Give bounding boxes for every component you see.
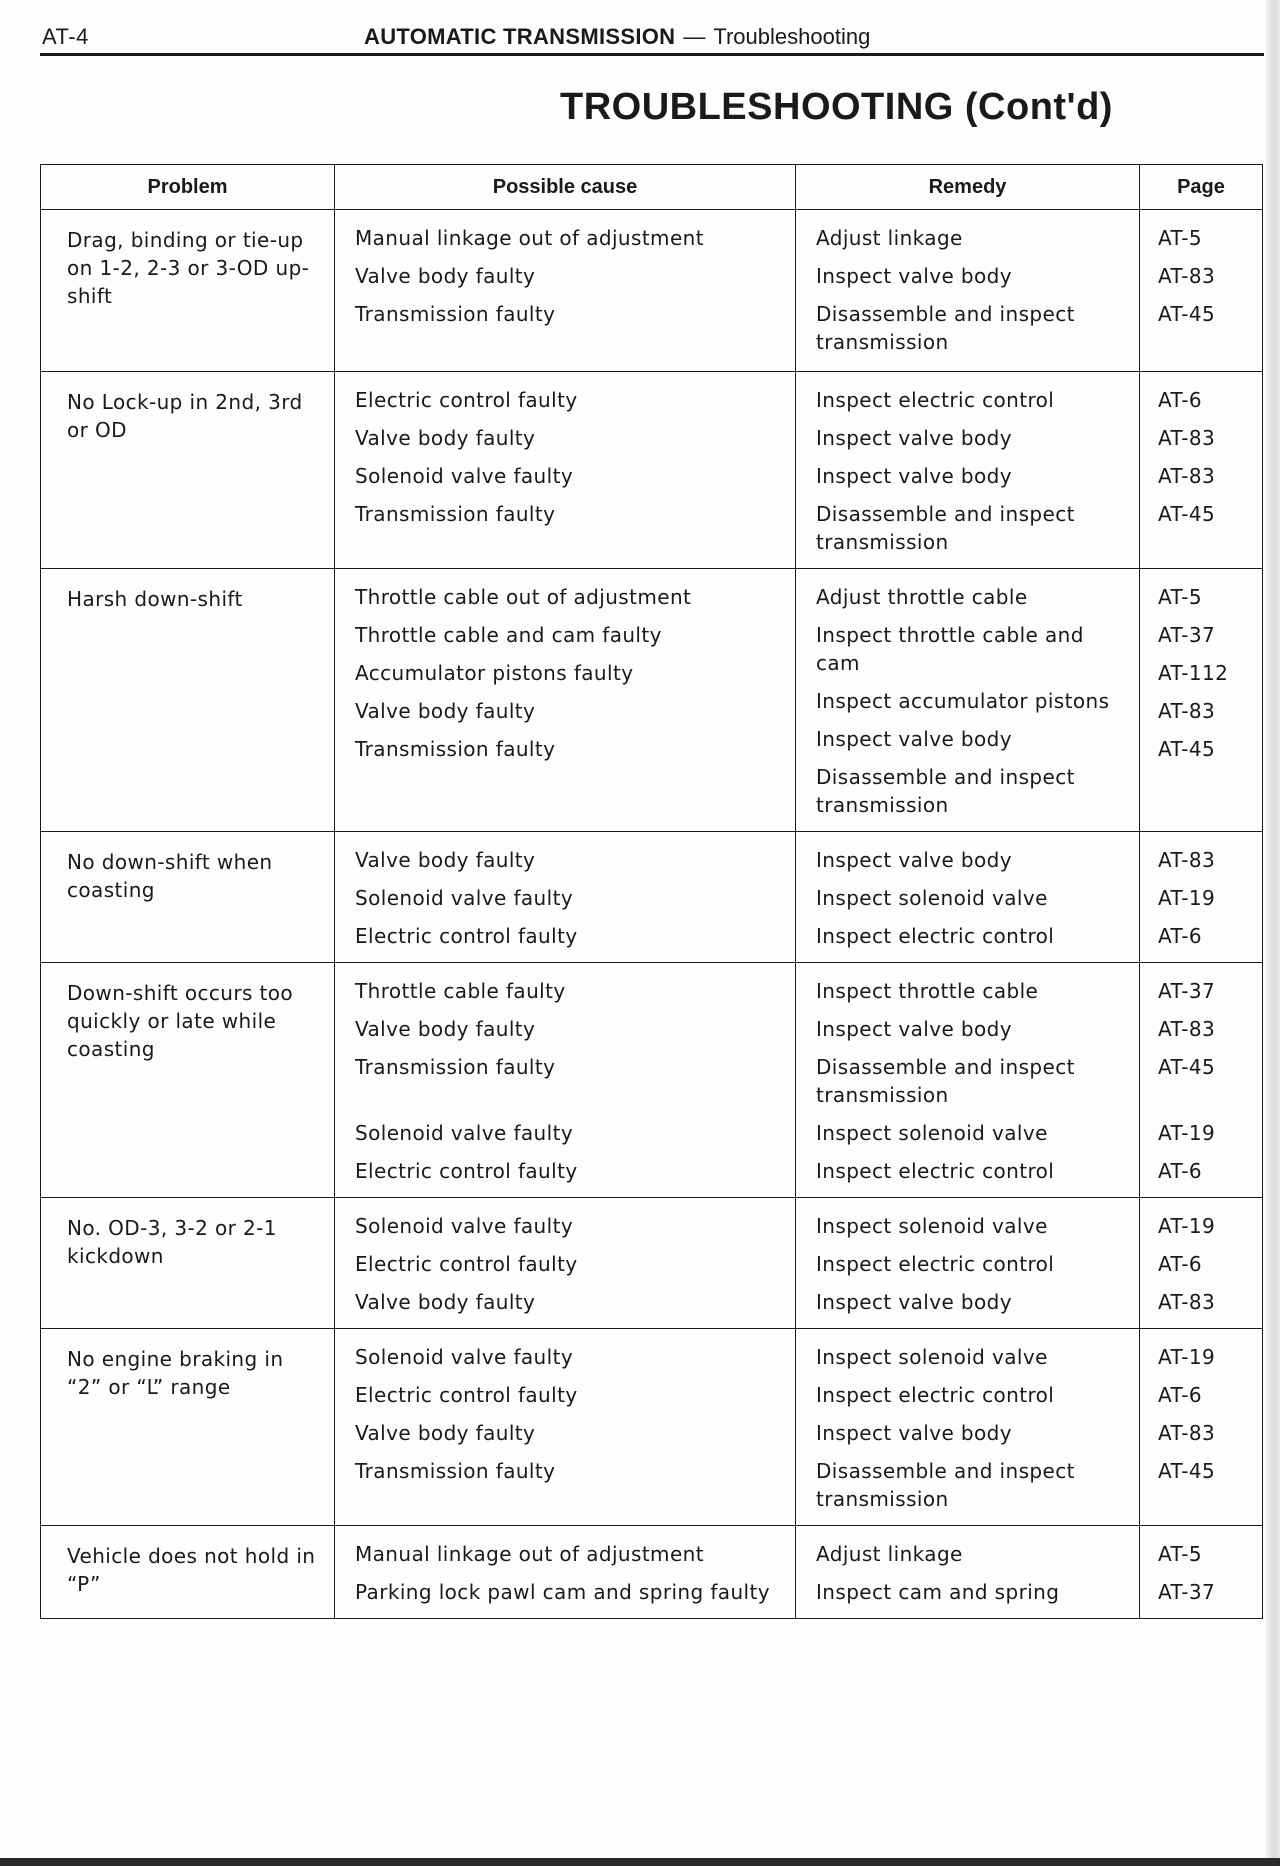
cause-item: Valve body faulty <box>355 1290 536 1314</box>
cause-cell <box>335 832 796 963</box>
page-reference: AT-6 <box>1158 1383 1203 1407</box>
cause-item: Solenoid valve faulty <box>355 1121 574 1145</box>
page-cell <box>1140 832 1263 963</box>
page-cell <box>1140 210 1263 372</box>
cause-item: Electric control faulty <box>355 1252 578 1276</box>
page-cell <box>1140 963 1263 1198</box>
remedy-cell <box>796 569 1140 832</box>
remedy-item: Adjust linkage <box>816 1542 963 1566</box>
remedy-item: Inspect electric control <box>816 924 1055 948</box>
page-reference: AT-83 <box>1158 264 1216 288</box>
page-reference: AT-83 <box>1158 848 1216 872</box>
remedy-item: Inspect throttle cable <box>816 979 1039 1003</box>
remedy-cell <box>796 372 1140 569</box>
section-dash: — <box>683 24 706 49</box>
remedy-item: Inspect throttle cable and cam <box>816 623 1084 675</box>
cause-item: Valve body faulty <box>355 426 536 450</box>
column-header-remedy: Remedy <box>796 165 1140 210</box>
section-title <box>364 24 870 50</box>
problem-cell: Harsh down-shift <box>41 569 335 832</box>
cause-item: Solenoid valve faulty <box>355 1214 574 1238</box>
remedy-item: Disassemble and inspect transmission <box>816 302 1075 354</box>
problem-cell: No Lock-up in 2nd, 3rd or OD <box>41 372 335 569</box>
column-header-page: Page <box>1140 165 1263 210</box>
remedy-item: Inspect valve body <box>816 464 1012 488</box>
page-reference: AT-45 <box>1158 502 1216 526</box>
remedy-cell <box>796 1329 1140 1526</box>
remedy-cell <box>796 210 1140 372</box>
cause-item: Transmission faulty <box>355 737 556 761</box>
problem-cell: No down-shift when coasting <box>41 832 335 963</box>
page-reference: AT-6 <box>1158 1252 1203 1276</box>
page-cell <box>1140 1198 1263 1329</box>
remedy-item: Inspect electric control <box>816 1252 1055 1276</box>
remedy-item: Disassemble and inspect transmission <box>816 1459 1075 1511</box>
page-reference: AT-45 <box>1158 302 1216 326</box>
page-reference: AT-37 <box>1158 979 1216 1003</box>
page-reference: AT-45 <box>1158 1055 1216 1079</box>
column-header-problem: Problem <box>41 165 335 210</box>
cause-item: Throttle cable out of adjustment <box>355 585 692 609</box>
page-reference: AT-45 <box>1158 737 1216 761</box>
table-row <box>41 210 1263 372</box>
cause-cell <box>335 1198 796 1329</box>
remedy-cell <box>796 1526 1140 1619</box>
page-reference: AT-6 <box>1158 924 1203 948</box>
page-reference: AT-83 <box>1158 426 1216 450</box>
remedy-item: Inspect solenoid valve <box>816 1214 1048 1238</box>
header-rule <box>40 53 1264 56</box>
remedy-item: Inspect valve body <box>816 1290 1012 1314</box>
cause-item: Electric control faulty <box>355 924 578 948</box>
table-row <box>41 963 1263 1198</box>
page-code: AT-4 <box>42 24 89 49</box>
remedy-cell <box>796 1198 1140 1329</box>
page-reference: AT-37 <box>1158 623 1216 647</box>
remedy-item: Disassemble and inspect transmission <box>816 502 1075 554</box>
table-row <box>41 1198 1263 1329</box>
cause-cell <box>335 569 796 832</box>
page-title: TROUBLESHOOTING (Cont'd) <box>560 86 1113 128</box>
cause-cell <box>335 372 796 569</box>
page-reference: AT-19 <box>1158 1121 1216 1145</box>
cause-item: Manual linkage out of adjustment <box>355 1542 704 1566</box>
page-cell <box>1140 569 1263 832</box>
cause-item: Electric control faulty <box>355 1383 578 1407</box>
section-subtitle: Troubleshooting <box>713 24 871 49</box>
remedy-item: Inspect valve body <box>816 727 1012 751</box>
page-edge-shadow <box>1266 0 1280 1866</box>
problem-cell: No. OD-3, 3-2 or 2-1 kickdown <box>41 1198 335 1329</box>
page-reference: AT-83 <box>1158 464 1216 488</box>
page-reference: AT-83 <box>1158 1017 1216 1041</box>
remedy-item: Inspect valve body <box>816 264 1012 288</box>
cause-item: Transmission faulty <box>355 1459 556 1483</box>
page-reference: AT-19 <box>1158 1345 1216 1369</box>
cause-item: Solenoid valve faulty <box>355 886 574 910</box>
cause-item: Electric control faulty <box>355 388 578 412</box>
problem-cell: Vehicle does not hold in “P” <box>41 1526 335 1619</box>
cause-item: Throttle cable and cam faulty <box>355 623 662 647</box>
remedy-item: Inspect accumulator pistons <box>816 689 1110 713</box>
column-header-cause: Possible cause <box>335 165 796 210</box>
remedy-item: Disassemble and inspect transmission <box>816 765 1075 817</box>
remedy-item: Inspect electric control <box>816 1159 1055 1183</box>
table-body <box>41 210 1263 1619</box>
remedy-item: Inspect solenoid valve <box>816 1345 1048 1369</box>
remedy-item: Inspect valve body <box>816 1017 1012 1041</box>
cause-item: Valve body faulty <box>355 264 536 288</box>
table-row <box>41 1526 1263 1619</box>
cause-cell <box>335 210 796 372</box>
running-header <box>42 22 1264 54</box>
remedy-item: Inspect valve body <box>816 426 1012 450</box>
cause-cell <box>335 1329 796 1526</box>
troubleshooting-table <box>40 164 1263 1619</box>
page-reference: AT-5 <box>1158 1542 1203 1566</box>
page-cell <box>1140 1329 1263 1526</box>
page-reference: AT-19 <box>1158 1214 1216 1238</box>
cause-item: Valve body faulty <box>355 699 536 723</box>
cause-cell <box>335 1526 796 1619</box>
page-reference: AT-5 <box>1158 585 1203 609</box>
remedy-item: Inspect valve body <box>816 1421 1012 1445</box>
page-cell <box>1140 372 1263 569</box>
table-row <box>41 832 1263 963</box>
remedy-cell <box>796 963 1140 1198</box>
cause-item: Transmission faulty <box>355 302 556 326</box>
remedy-item: Inspect solenoid valve <box>816 1121 1048 1145</box>
page-reference: AT-112 <box>1158 661 1229 685</box>
section-name: AUTOMATIC TRANSMISSION <box>364 24 676 49</box>
page-reference: AT-5 <box>1158 226 1203 250</box>
cause-item: Transmission faulty <box>355 502 556 526</box>
cause-item: Accumulator pistons faulty <box>355 661 634 685</box>
cause-item: Valve body faulty <box>355 1421 536 1445</box>
problem-cell: No engine braking in “2” or “L” range <box>41 1329 335 1526</box>
remedy-item: Adjust linkage <box>816 226 963 250</box>
page-reference: AT-6 <box>1158 1159 1203 1183</box>
problem-cell: Down-shift occurs too quickly or late while coasting <box>41 963 335 1198</box>
page-bottom-edge <box>0 1858 1280 1866</box>
remedy-item: Adjust throttle cable <box>816 585 1028 609</box>
page-reference: AT-45 <box>1158 1459 1216 1483</box>
cause-cell <box>335 963 796 1198</box>
remedy-item: Inspect electric control <box>816 388 1055 412</box>
page-reference: AT-6 <box>1158 388 1203 412</box>
cause-item: Parking lock pawl cam and spring faulty <box>355 1580 770 1604</box>
remedy-item: Inspect electric control <box>816 1383 1055 1407</box>
remedy-item: Inspect solenoid valve <box>816 886 1048 910</box>
page-reference: AT-37 <box>1158 1580 1216 1604</box>
cause-item: Solenoid valve faulty <box>355 464 574 488</box>
page-reference: AT-19 <box>1158 886 1216 910</box>
cause-item: Valve body faulty <box>355 848 536 872</box>
cause-item: Manual linkage out of adjustment <box>355 226 704 250</box>
cause-item: Valve body faulty <box>355 1017 536 1041</box>
page-reference: AT-83 <box>1158 1290 1216 1314</box>
cause-item: Transmission faulty <box>355 1055 556 1079</box>
table-row <box>41 372 1263 569</box>
page-reference: AT-83 <box>1158 699 1216 723</box>
page-cell <box>1140 1526 1263 1619</box>
remedy-cell <box>796 832 1140 963</box>
cause-item: Solenoid valve faulty <box>355 1345 574 1369</box>
table-row <box>41 1329 1263 1526</box>
remedy-item: Inspect cam and spring <box>816 1580 1060 1604</box>
table-header-row <box>41 165 1263 210</box>
cause-item: Throttle cable faulty <box>355 979 566 1003</box>
cause-item: Electric control faulty <box>355 1159 578 1183</box>
table-row <box>41 569 1263 832</box>
remedy-item: Inspect valve body <box>816 848 1012 872</box>
page-reference: AT-83 <box>1158 1421 1216 1445</box>
remedy-item: Disassemble and inspect transmission <box>816 1055 1075 1107</box>
problem-cell: Drag, binding or tie-up on 1-2, 2-3 or 3-OD up-shift <box>41 210 335 372</box>
